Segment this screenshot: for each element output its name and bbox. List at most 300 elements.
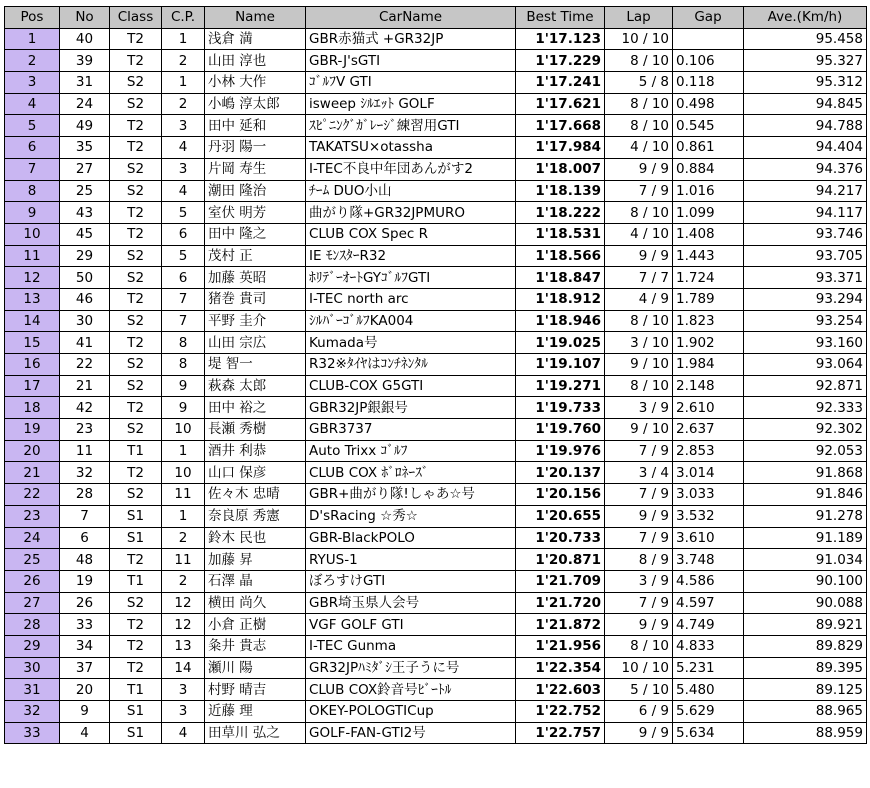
table-row: [5, 223, 867, 245]
lap-cell: 7 / 7: [605, 267, 673, 289]
driver-name-cell: 田中 隆之: [205, 223, 306, 245]
gap-cell: 1.408: [673, 223, 744, 245]
average-speed-cell: 89.829: [744, 635, 867, 657]
pos-cell: 26: [5, 570, 60, 592]
pos-cell: 12: [5, 267, 60, 289]
pos-cell: 1: [5, 28, 60, 50]
gap-cell: 2.148: [673, 375, 744, 397]
car-number-cell: 37: [60, 657, 110, 679]
lap-cell: 7 / 9: [605, 180, 673, 202]
pos-cell: 28: [5, 614, 60, 636]
class-cell: T2: [110, 657, 162, 679]
car-number-cell: 42: [60, 397, 110, 419]
average-speed-cell: 94.788: [744, 115, 867, 137]
best-time-cell: 1'19.733: [516, 397, 605, 419]
class-cell: T2: [110, 50, 162, 72]
table-row: [5, 93, 867, 115]
pos-cell: 31: [5, 679, 60, 701]
car-name-cell: ﾁｰﾑ DUO小山: [306, 180, 516, 202]
car-number-cell: 35: [60, 137, 110, 159]
driver-name-cell: 小嶋 淳太郎: [205, 93, 306, 115]
pos-cell: 13: [5, 288, 60, 310]
class-position-cell: 7: [162, 288, 205, 310]
driver-name-cell: 田中 延和: [205, 115, 306, 137]
table-row: [5, 440, 867, 462]
class-cell: S2: [110, 158, 162, 180]
car-number-cell: 50: [60, 267, 110, 289]
gap-cell: 1.789: [673, 288, 744, 310]
best-time-cell: 1'18.007: [516, 158, 605, 180]
car-name-cell: R32※ﾀｲﾔはｺﾝﾁﾈﾝﾀﾙ: [306, 354, 516, 376]
gap-cell: 3.748: [673, 549, 744, 571]
best-time-cell: 1'19.760: [516, 419, 605, 441]
class-position-cell: 14: [162, 657, 205, 679]
car-name-cell: GBR埼玉県人会号: [306, 592, 516, 614]
car-number-cell: 43: [60, 202, 110, 224]
lap-cell: 8 / 10: [605, 50, 673, 72]
average-speed-cell: 94.117: [744, 202, 867, 224]
header-name: Name: [205, 7, 306, 29]
car-number-cell: 26: [60, 592, 110, 614]
driver-name-cell: 山田 淳也: [205, 50, 306, 72]
pos-cell: 4: [5, 93, 60, 115]
driver-name-cell: 丹羽 陽一: [205, 137, 306, 159]
class-cell: S2: [110, 245, 162, 267]
car-number-cell: 20: [60, 679, 110, 701]
table-row: [5, 375, 867, 397]
average-speed-cell: 92.333: [744, 397, 867, 419]
lap-cell: 4 / 10: [605, 137, 673, 159]
pos-cell: 18: [5, 397, 60, 419]
car-name-cell: TAKATSU×otassha: [306, 137, 516, 159]
class-position-cell: 8: [162, 354, 205, 376]
best-time-cell: 1'22.603: [516, 679, 605, 701]
driver-name-cell: 加藤 昇: [205, 549, 306, 571]
gap-cell: 5.480: [673, 679, 744, 701]
class-cell: T2: [110, 614, 162, 636]
gap-cell: 4.749: [673, 614, 744, 636]
class-cell: T2: [110, 462, 162, 484]
driver-name-cell: 酒井 利恭: [205, 440, 306, 462]
lap-cell: 4 / 9: [605, 288, 673, 310]
best-time-cell: 1'17.123: [516, 28, 605, 50]
class-position-cell: 12: [162, 592, 205, 614]
table-row: [5, 50, 867, 72]
pos-cell: 27: [5, 592, 60, 614]
table-row: [5, 397, 867, 419]
car-number-cell: 32: [60, 462, 110, 484]
table-row: [5, 332, 867, 354]
table-row: [5, 28, 867, 50]
class-position-cell: 2: [162, 570, 205, 592]
pos-cell: 32: [5, 701, 60, 723]
car-name-cell: GBR赤猫式 +GR32JP: [306, 28, 516, 50]
class-cell: S2: [110, 267, 162, 289]
gap-cell: 0.884: [673, 158, 744, 180]
class-position-cell: 3: [162, 679, 205, 701]
lap-cell: 8 / 10: [605, 93, 673, 115]
table-row: [5, 419, 867, 441]
pos-cell: 21: [5, 462, 60, 484]
lap-cell: 10 / 10: [605, 657, 673, 679]
lap-cell: 3 / 9: [605, 570, 673, 592]
car-name-cell: GBR-BlackPOLO: [306, 527, 516, 549]
average-speed-cell: 94.845: [744, 93, 867, 115]
header-gap: Gap: [673, 7, 744, 29]
class-cell: T1: [110, 679, 162, 701]
gap-cell: 3.532: [673, 505, 744, 527]
best-time-cell: 1'19.271: [516, 375, 605, 397]
class-position-cell: 3: [162, 158, 205, 180]
class-cell: T2: [110, 115, 162, 137]
driver-name-cell: 瀬川 陽: [205, 657, 306, 679]
gap-cell: 1.823: [673, 310, 744, 332]
table-row: [5, 484, 867, 506]
class-cell: S2: [110, 93, 162, 115]
class-cell: T2: [110, 28, 162, 50]
car-name-cell: I-TEC north arc: [306, 288, 516, 310]
table-row: [5, 701, 867, 723]
car-number-cell: 25: [60, 180, 110, 202]
lap-cell: 9 / 9: [605, 614, 673, 636]
gap-cell: 0.861: [673, 137, 744, 159]
car-name-cell: ｺﾞﾙﾌV GTI: [306, 72, 516, 94]
average-speed-cell: 93.746: [744, 223, 867, 245]
class-cell: T2: [110, 332, 162, 354]
lap-cell: 8 / 9: [605, 549, 673, 571]
table-row: [5, 679, 867, 701]
class-position-cell: 10: [162, 462, 205, 484]
class-cell: S2: [110, 419, 162, 441]
lap-cell: 8 / 10: [605, 375, 673, 397]
car-name-cell: CLUB COX Spec R: [306, 223, 516, 245]
driver-name-cell: 室伏 明芳: [205, 202, 306, 224]
driver-name-cell: 田草川 弘之: [205, 722, 306, 744]
gap-cell: 1.016: [673, 180, 744, 202]
lap-cell: 9 / 10: [605, 419, 673, 441]
gap-cell: 0.545: [673, 115, 744, 137]
class-position-cell: 4: [162, 137, 205, 159]
class-position-cell: 9: [162, 375, 205, 397]
average-speed-cell: 91.868: [744, 462, 867, 484]
driver-name-cell: 鈴木 民也: [205, 527, 306, 549]
header-pos: Pos: [5, 7, 60, 29]
car-number-cell: 24: [60, 93, 110, 115]
table-row: [5, 592, 867, 614]
class-position-cell: 10: [162, 419, 205, 441]
class-cell: S2: [110, 72, 162, 94]
best-time-cell: 1'22.354: [516, 657, 605, 679]
header-best-time: Best Time: [516, 7, 605, 29]
driver-name-cell: 潮田 隆治: [205, 180, 306, 202]
car-number-cell: 45: [60, 223, 110, 245]
table-row: [5, 527, 867, 549]
class-cell: T1: [110, 570, 162, 592]
class-cell: S2: [110, 592, 162, 614]
average-speed-cell: 91.189: [744, 527, 867, 549]
average-speed-cell: 94.404: [744, 137, 867, 159]
class-position-cell: 8: [162, 332, 205, 354]
gap-cell: 1.443: [673, 245, 744, 267]
best-time-cell: 1'17.984: [516, 137, 605, 159]
car-name-cell: ぼろすけGTI: [306, 570, 516, 592]
driver-name-cell: 山口 保彦: [205, 462, 306, 484]
best-time-cell: 1'20.733: [516, 527, 605, 549]
car-name-cell: ｽﾋﾟﾆﾝｸﾞｶﾞﾚｰｼﾞ練習用GTI: [306, 115, 516, 137]
class-cell: T2: [110, 288, 162, 310]
class-cell: T2: [110, 137, 162, 159]
driver-name-cell: 小林 大作: [205, 72, 306, 94]
gap-cell: 0.106: [673, 50, 744, 72]
driver-name-cell: 浅倉 満: [205, 28, 306, 50]
gap-cell: 1.902: [673, 332, 744, 354]
average-speed-cell: 89.921: [744, 614, 867, 636]
best-time-cell: 1'20.871: [516, 549, 605, 571]
best-time-cell: 1'22.752: [516, 701, 605, 723]
lap-cell: 6 / 9: [605, 701, 673, 723]
best-time-cell: 1'18.531: [516, 223, 605, 245]
class-cell: T2: [110, 549, 162, 571]
gap-cell: [673, 28, 744, 50]
class-position-cell: 11: [162, 484, 205, 506]
car-name-cell: Kumada号: [306, 332, 516, 354]
best-time-cell: 1'19.107: [516, 354, 605, 376]
car-name-cell: GBR32JP銀銀号: [306, 397, 516, 419]
car-number-cell: 28: [60, 484, 110, 506]
driver-name-cell: 山田 宗広: [205, 332, 306, 354]
class-position-cell: 1: [162, 72, 205, 94]
lap-cell: 5 / 10: [605, 679, 673, 701]
table-row: [5, 722, 867, 744]
pos-cell: 20: [5, 440, 60, 462]
class-cell: S1: [110, 701, 162, 723]
driver-name-cell: 小倉 正樹: [205, 614, 306, 636]
average-speed-cell: 90.100: [744, 570, 867, 592]
class-position-cell: 9: [162, 397, 205, 419]
gap-cell: 4.586: [673, 570, 744, 592]
driver-name-cell: 萩森 太郎: [205, 375, 306, 397]
car-name-cell: GR32JPﾊﾐﾀﾞｼ王子うに号: [306, 657, 516, 679]
car-name-cell: VGF GOLF GTI: [306, 614, 516, 636]
lap-cell: 9 / 9: [605, 722, 673, 744]
table-row: [5, 354, 867, 376]
average-speed-cell: 89.395: [744, 657, 867, 679]
table-row: [5, 137, 867, 159]
average-speed-cell: 93.160: [744, 332, 867, 354]
gap-cell: 4.597: [673, 592, 744, 614]
class-cell: S2: [110, 310, 162, 332]
best-time-cell: 1'17.668: [516, 115, 605, 137]
gap-cell: 5.634: [673, 722, 744, 744]
car-name-cell: IE ﾓﾝｽﾀｰR32: [306, 245, 516, 267]
header-cp: C.P.: [162, 7, 205, 29]
class-cell: S2: [110, 484, 162, 506]
car-name-cell: GBR-J'sGTI: [306, 50, 516, 72]
pos-cell: 29: [5, 635, 60, 657]
pos-cell: 30: [5, 657, 60, 679]
class-position-cell: 3: [162, 115, 205, 137]
pos-cell: 6: [5, 137, 60, 159]
car-name-cell: RYUS-1: [306, 549, 516, 571]
average-speed-cell: 88.959: [744, 722, 867, 744]
results-body: [5, 28, 867, 744]
class-position-cell: 6: [162, 267, 205, 289]
car-name-cell: isweep ｼﾙｴｯﾄ GOLF: [306, 93, 516, 115]
table-row: [5, 202, 867, 224]
car-name-cell: OKEY-POLOGTICup: [306, 701, 516, 723]
lap-cell: 8 / 10: [605, 310, 673, 332]
best-time-cell: 1'18.566: [516, 245, 605, 267]
table-row: [5, 245, 867, 267]
car-number-cell: 19: [60, 570, 110, 592]
pos-cell: 24: [5, 527, 60, 549]
gap-cell: 0.498: [673, 93, 744, 115]
class-position-cell: 7: [162, 310, 205, 332]
car-number-cell: 30: [60, 310, 110, 332]
pos-cell: 23: [5, 505, 60, 527]
class-cell: T2: [110, 397, 162, 419]
best-time-cell: 1'18.222: [516, 202, 605, 224]
car-name-cell: CLUB-COX G5GTI: [306, 375, 516, 397]
class-position-cell: 5: [162, 245, 205, 267]
average-speed-cell: 95.327: [744, 50, 867, 72]
car-number-cell: 33: [60, 614, 110, 636]
driver-name-cell: 粂井 貴志: [205, 635, 306, 657]
class-cell: S2: [110, 180, 162, 202]
class-position-cell: 1: [162, 440, 205, 462]
car-number-cell: 46: [60, 288, 110, 310]
car-number-cell: 9: [60, 701, 110, 723]
average-speed-cell: 91.846: [744, 484, 867, 506]
best-time-cell: 1'21.872: [516, 614, 605, 636]
pos-cell: 11: [5, 245, 60, 267]
driver-name-cell: 石澤 晶: [205, 570, 306, 592]
car-name-cell: GBR3737: [306, 419, 516, 441]
car-name-cell: I-TEC不良中年団あんがす2: [306, 158, 516, 180]
class-cell: S1: [110, 505, 162, 527]
table-row: [5, 267, 867, 289]
car-number-cell: 11: [60, 440, 110, 462]
best-time-cell: 1'20.655: [516, 505, 605, 527]
average-speed-cell: 92.302: [744, 419, 867, 441]
lap-cell: 4 / 10: [605, 223, 673, 245]
lap-cell: 7 / 9: [605, 440, 673, 462]
car-number-cell: 21: [60, 375, 110, 397]
lap-cell: 8 / 10: [605, 202, 673, 224]
car-number-cell: 40: [60, 28, 110, 50]
lap-cell: 7 / 9: [605, 592, 673, 614]
lap-cell: 9 / 9: [605, 505, 673, 527]
car-number-cell: 29: [60, 245, 110, 267]
pos-cell: 33: [5, 722, 60, 744]
lap-cell: 9 / 9: [605, 245, 673, 267]
best-time-cell: 1'18.912: [516, 288, 605, 310]
class-cell: S1: [110, 527, 162, 549]
driver-name-cell: 佐々木 忠晴: [205, 484, 306, 506]
car-name-cell: ｼﾙﾊﾞｰｺﾞﾙﾌKA004: [306, 310, 516, 332]
best-time-cell: 1'18.847: [516, 267, 605, 289]
car-name-cell: ﾎﾘﾃﾞｰｵｰﾄGYｺﾞﾙﾌGTI: [306, 267, 516, 289]
header-ave-speed: Ave.(Km/h): [744, 7, 867, 29]
pos-cell: 10: [5, 223, 60, 245]
car-number-cell: 6: [60, 527, 110, 549]
table-row: [5, 115, 867, 137]
car-name-cell: Auto Trixx ｺﾞﾙﾌ: [306, 440, 516, 462]
average-speed-cell: 89.125: [744, 679, 867, 701]
class-position-cell: 4: [162, 722, 205, 744]
driver-name-cell: 奈良原 秀憲: [205, 505, 306, 527]
average-speed-cell: 93.705: [744, 245, 867, 267]
pos-cell: 16: [5, 354, 60, 376]
best-time-cell: 1'20.156: [516, 484, 605, 506]
lap-cell: 10 / 10: [605, 28, 673, 50]
gap-cell: 5.629: [673, 701, 744, 723]
race-results-table: [4, 6, 867, 744]
pos-cell: 3: [5, 72, 60, 94]
average-speed-cell: 91.278: [744, 505, 867, 527]
class-cell: T1: [110, 440, 162, 462]
average-speed-cell: 93.064: [744, 354, 867, 376]
table-row: [5, 180, 867, 202]
gap-cell: 1.984: [673, 354, 744, 376]
driver-name-cell: 村野 晴吉: [205, 679, 306, 701]
driver-name-cell: 長瀬 秀樹: [205, 419, 306, 441]
average-speed-cell: 94.217: [744, 180, 867, 202]
header-no: No: [60, 7, 110, 29]
car-number-cell: 31: [60, 72, 110, 94]
average-speed-cell: 92.871: [744, 375, 867, 397]
table-row: [5, 614, 867, 636]
driver-name-cell: 片岡 寿生: [205, 158, 306, 180]
table-row: [5, 462, 867, 484]
table-row: [5, 657, 867, 679]
lap-cell: 3 / 9: [605, 397, 673, 419]
driver-name-cell: 堤 智一: [205, 354, 306, 376]
average-speed-cell: 93.254: [744, 310, 867, 332]
class-cell: T2: [110, 635, 162, 657]
car-number-cell: 39: [60, 50, 110, 72]
pos-cell: 17: [5, 375, 60, 397]
pos-cell: 7: [5, 158, 60, 180]
car-number-cell: 22: [60, 354, 110, 376]
car-name-cell: I-TEC Gunma: [306, 635, 516, 657]
class-position-cell: 12: [162, 614, 205, 636]
class-position-cell: 3: [162, 701, 205, 723]
average-speed-cell: 93.294: [744, 288, 867, 310]
gap-cell: 0.118: [673, 72, 744, 94]
best-time-cell: 1'21.720: [516, 592, 605, 614]
car-name-cell: D'sRacing ☆秀☆: [306, 505, 516, 527]
lap-cell: 5 / 8: [605, 72, 673, 94]
table-row: [5, 570, 867, 592]
best-time-cell: 1'17.241: [516, 72, 605, 94]
average-speed-cell: 94.376: [744, 158, 867, 180]
pos-cell: 2: [5, 50, 60, 72]
best-time-cell: 1'22.757: [516, 722, 605, 744]
best-time-cell: 1'19.976: [516, 440, 605, 462]
driver-name-cell: 猪巻 貴司: [205, 288, 306, 310]
pos-cell: 5: [5, 115, 60, 137]
gap-cell: 4.833: [673, 635, 744, 657]
best-time-cell: 1'17.229: [516, 50, 605, 72]
gap-cell: 3.610: [673, 527, 744, 549]
average-speed-cell: 95.458: [744, 28, 867, 50]
driver-name-cell: 茂村 正: [205, 245, 306, 267]
class-cell: T2: [110, 202, 162, 224]
class-position-cell: 2: [162, 50, 205, 72]
driver-name-cell: 加藤 英昭: [205, 267, 306, 289]
pos-cell: 14: [5, 310, 60, 332]
